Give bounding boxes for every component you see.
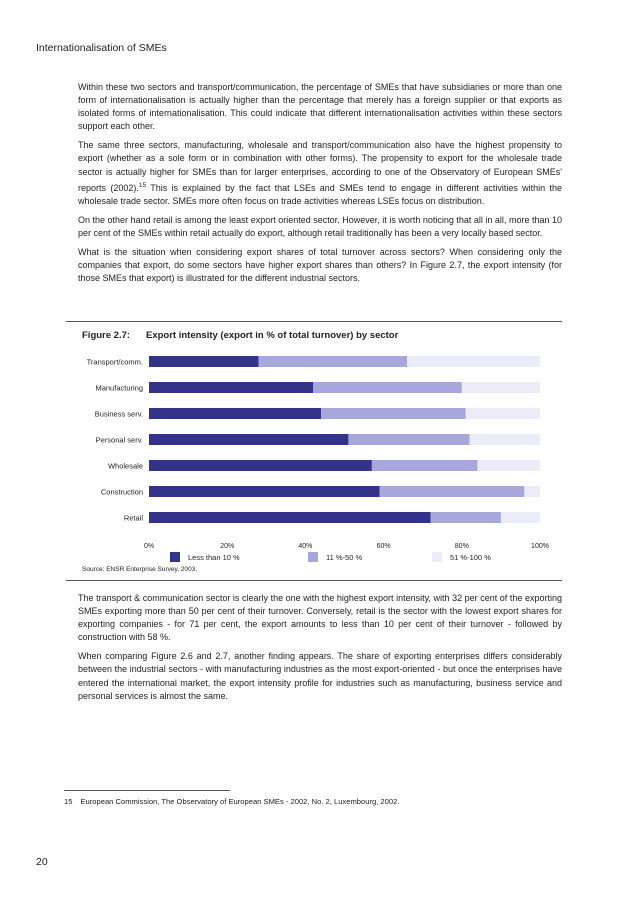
paragraph-part: The same three sectors, manufacturing, wholesale and transport/communication also have the highest propensity to export (whether as a sole form or in combination with other forms). The propensity to export for the wholesale trade sector is actually higher for SMEs than for larger enterprises, according to one of the Observatory of European SMEs' reports (2002).	[78, 140, 562, 193]
bar-segment	[313, 382, 462, 393]
bar-segment	[149, 382, 313, 393]
legend-swatch	[308, 552, 318, 562]
figure-title: Export intensity (export in % of total turnover) by sector	[146, 330, 399, 341]
category-label: Retail	[123, 513, 143, 523]
bar-segment	[466, 408, 540, 419]
bar-segment	[258, 356, 407, 367]
legend-label: 11 %-50 %	[326, 553, 363, 562]
category-label: Transport/comm.	[86, 357, 143, 367]
body-text-bottom	[78, 592, 562, 709]
bar-segment	[321, 408, 466, 419]
figure-rule-bottom	[66, 580, 562, 581]
footnote-number: 15	[64, 797, 73, 806]
body-text-top	[78, 81, 562, 291]
legend-label: Less than 10 %	[188, 553, 240, 562]
bar-segment	[470, 434, 540, 445]
x-tick-label: 40%	[298, 543, 313, 550]
category-label: Wholesale	[107, 461, 143, 471]
footnote-ref[interactable]: 15	[138, 181, 147, 189]
figure-label: Figure 2.7:	[82, 330, 131, 341]
legend-swatch	[432, 552, 442, 562]
bar-segment	[149, 486, 380, 497]
paragraph-part: This is explained by the fact that LSEs and SMEs tend to engage in different activities within the wholesale trade sector. SMEs more often focus on trade activities whereas LSEs focus on distribution.	[78, 182, 562, 206]
running-head: Internationalisation of SMEs	[36, 42, 167, 54]
x-tick-label: 0%	[143, 543, 155, 550]
footnote-text: European Commission, The Observatory of European SMEs - 2002, No. 2, Luxembourg, 2002.	[80, 797, 400, 806]
figure-rule-top	[66, 321, 562, 322]
footnote-rule	[64, 790, 230, 791]
category-label: Personal serv.	[95, 435, 143, 445]
x-tick-label: 100%	[531, 543, 549, 550]
footnote	[64, 797, 399, 806]
export-intensity-chart	[60, 348, 560, 562]
bar-segment	[380, 486, 525, 497]
x-tick-label: 60%	[376, 543, 391, 550]
paragraph: The transport & communication sector is clearly the one with the highest export intensity, with 32 per cent of the exporting SMEs exporting more than 50 per cent of their turnover. Conversely, retail is the sector with the lowest export shares for exporting companies - for 71 per cent, the export amounts to less than 10 per cent of their turnover - followed by construction with 58 %.	[78, 593, 562, 643]
paragraph: When comparing Figure 2.6 and 2.7, another finding appears. The share of exporting enterprises differs considerably between the industrial sectors - with manufacturing industries as the most export-oriented - but once the enterprises have entered the international market, the export intensity profile for industries such as manufacturing, business service and personal services is almost the same.	[78, 651, 562, 701]
x-tick-label: 20%	[220, 543, 235, 550]
bar-segment	[501, 512, 540, 523]
bar-segment	[149, 460, 372, 471]
bar-segment	[149, 356, 258, 367]
bar-segment	[431, 512, 501, 523]
bar-segment	[149, 434, 348, 445]
legend-label: 51 %-100 %	[450, 553, 491, 562]
category-label: Manufacturing	[95, 383, 143, 393]
bar-segment	[462, 382, 540, 393]
category-label: Construction	[100, 487, 143, 497]
bar-segment	[407, 356, 540, 367]
paragraph: What is the situation when considering export shares of total turnover across sectors? When considering only the companies that export, do some sectors have higher export shares than others? In Figure 2.7, the export intensity (for those SMEs that export) is illustrated for the different industrial sectors.	[78, 247, 562, 284]
legend-swatch	[170, 552, 180, 562]
paragraph: Within these two sectors and transport/communication, the percentage of SMEs that have subsidiaries or more than one form of internationalisation is actually higher than the percentage that merely has a foreign supplier or that exports as isolated forms of internationalisation. This could indicate that different internationalisation activities within these sectors support each other.	[78, 82, 562, 132]
figure-source: Source: ENSR Enterprise Survey, 2003.	[82, 566, 198, 573]
category-label: Business serv.	[94, 409, 143, 419]
paragraph: On the other hand retail is among the least export oriented sector. However, it is worth noticing that all in all, more than 10 per cent of the SMEs within retail actually do export, although retail traditionally has been a very locally based sector.	[78, 214, 562, 238]
bar-segment	[524, 486, 540, 497]
bar-segment	[372, 460, 478, 471]
bar-segment	[348, 434, 469, 445]
page-number: 20	[36, 856, 48, 868]
x-tick-label: 80%	[454, 543, 469, 550]
paragraph	[78, 139, 562, 207]
figure-caption	[82, 330, 398, 341]
bar-segment	[149, 408, 321, 419]
bar-segment	[149, 512, 431, 523]
bar-segment	[477, 460, 540, 471]
